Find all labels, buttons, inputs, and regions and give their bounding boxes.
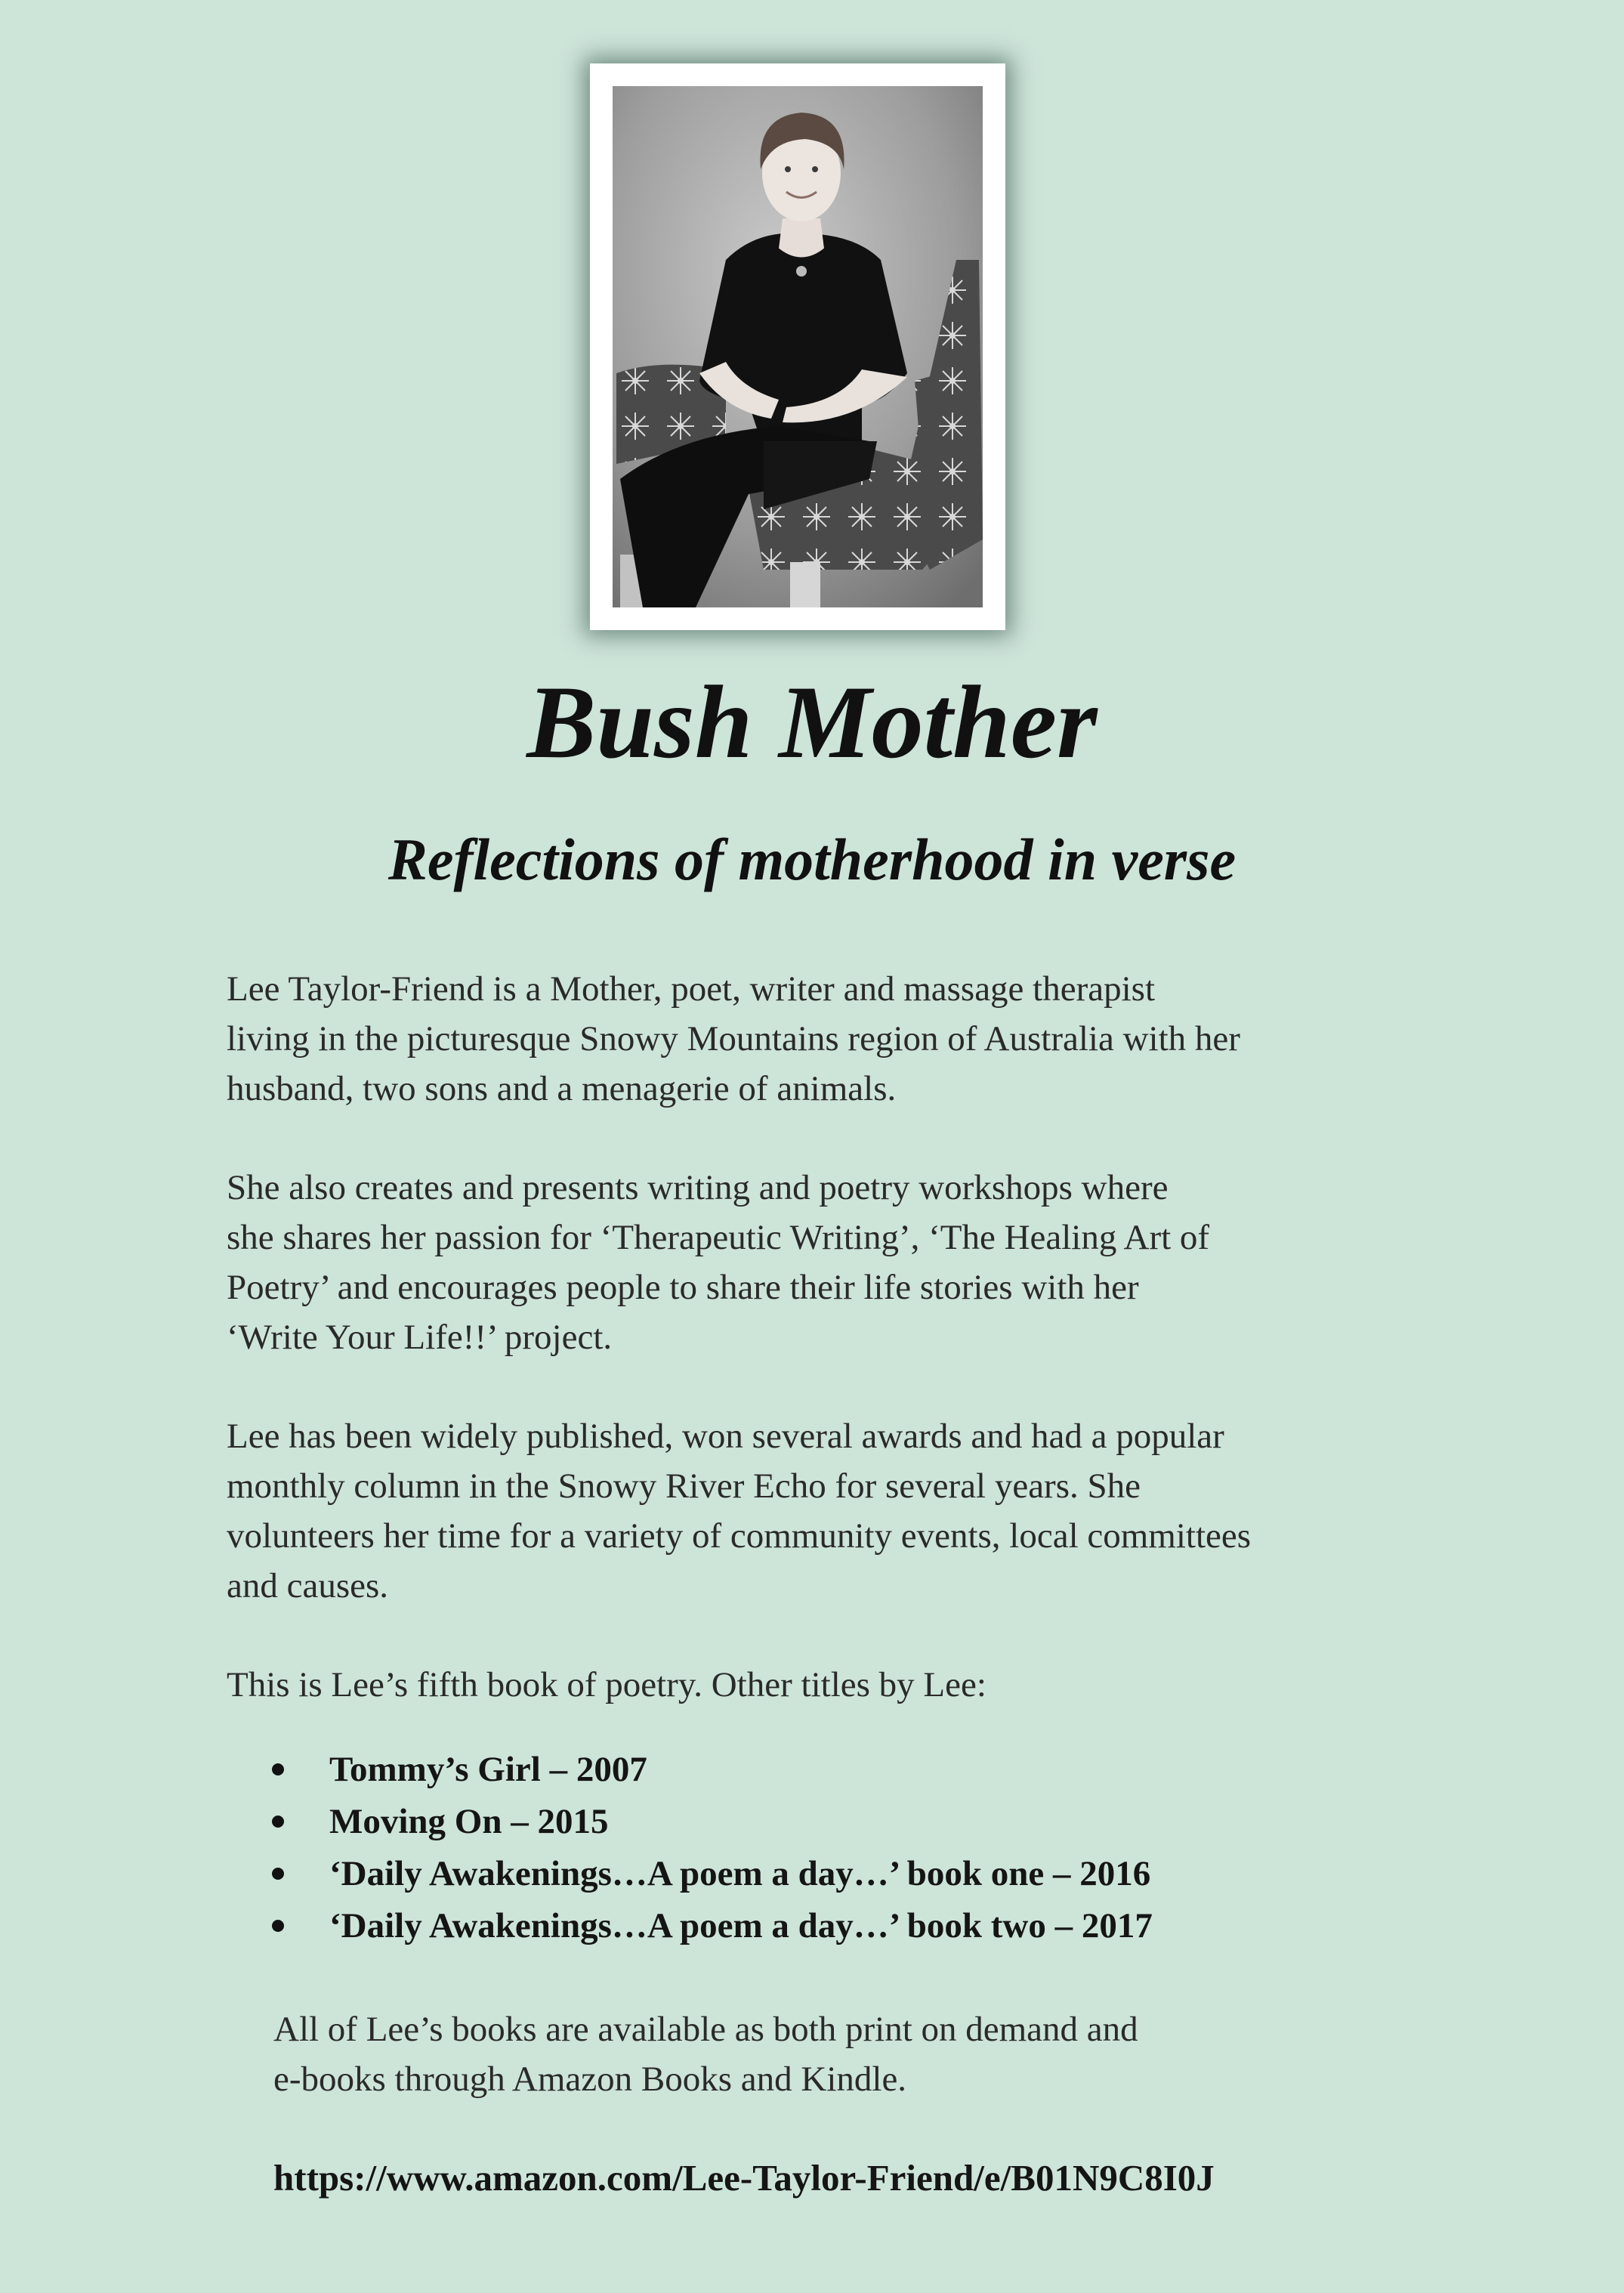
book-title: Bush Mother — [526, 664, 1098, 780]
bio-paragraph-2-line: she shares her passion for ‘Therapeutic Writing’, ‘The Healing Art of — [227, 1218, 1210, 1257]
availability-paragraph — [273, 2004, 1406, 2104]
bio-paragraph-3-line: volunteers her time for a variety of community events, local committees — [227, 1516, 1252, 1556]
author-photo-frame — [590, 63, 1005, 630]
book-title-item: Moving On – 2015 — [329, 1802, 609, 1841]
book-subtitle: Reflections of motherhood in verse — [387, 827, 1237, 892]
bio-paragraph-1-line: living in the picturesque Snowy Mountains region of Australia with her — [227, 1019, 1240, 1058]
availability-line: e-books through Amazon Books and Kindle. — [273, 2060, 907, 2099]
bio-paragraph-3-line: monthly column in the Snowy River Echo for several years. She — [227, 1466, 1141, 1506]
bio-paragraph-3-line: and causes. — [227, 1566, 389, 1605]
bio-paragraph-3-line: Lee has been widely published, won several awards and had a popular — [227, 1417, 1224, 1456]
bio-paragraph-2 — [227, 1163, 1405, 1362]
book-title-item: Tommy’s Girl – 2007 — [329, 1750, 647, 1789]
bio-paragraph-2-line: ‘Write Your Life!!’ project. — [227, 1318, 613, 1357]
bio-paragraph-1 — [227, 964, 1405, 1114]
book-list-item — [272, 1744, 1153, 1796]
bullet-icon — [272, 1868, 284, 1880]
book-list — [272, 1744, 1153, 1952]
bio-paragraph-2-line: She also creates and presents writing and poetry workshops where — [227, 1168, 1169, 1207]
book-title-item: ‘Daily Awakenings…A poem a day…’ book two – 2017 — [329, 1906, 1153, 1945]
amazon-author-link[interactable]: https://www.amazon.com/Lee-Taylor-Friend/e/B01N9C8I0J — [273, 2157, 1215, 2199]
bio-paragraph-1-line: husband, two sons and a menagerie of animals. — [227, 1069, 897, 1108]
book-list-item — [272, 1848, 1153, 1900]
bio-paragraph-3 — [227, 1411, 1405, 1611]
author-photo — [613, 86, 983, 607]
bullet-icon — [272, 1920, 284, 1932]
book-title-item: ‘Daily Awakenings…A poem a day…’ book one – 2016 — [329, 1854, 1151, 1893]
availability-line: All of Lee’s books are available as both print on demand and — [273, 2010, 1138, 2049]
bio-paragraph-1-line: Lee Taylor-Friend is a Mother, poet, writer and massage therapist — [227, 969, 1155, 1009]
bullet-icon — [272, 1763, 284, 1775]
book-list-item — [272, 1796, 1153, 1848]
bio-paragraph-4: This is Lee’s fifth book of poetry. Other titles by Lee: — [227, 1665, 986, 1704]
book-list-item — [272, 1900, 1153, 1952]
bullet-icon — [272, 1816, 284, 1828]
bio-paragraph-2-line: Poetry’ and encourages people to share their life stories with her — [227, 1268, 1139, 1307]
